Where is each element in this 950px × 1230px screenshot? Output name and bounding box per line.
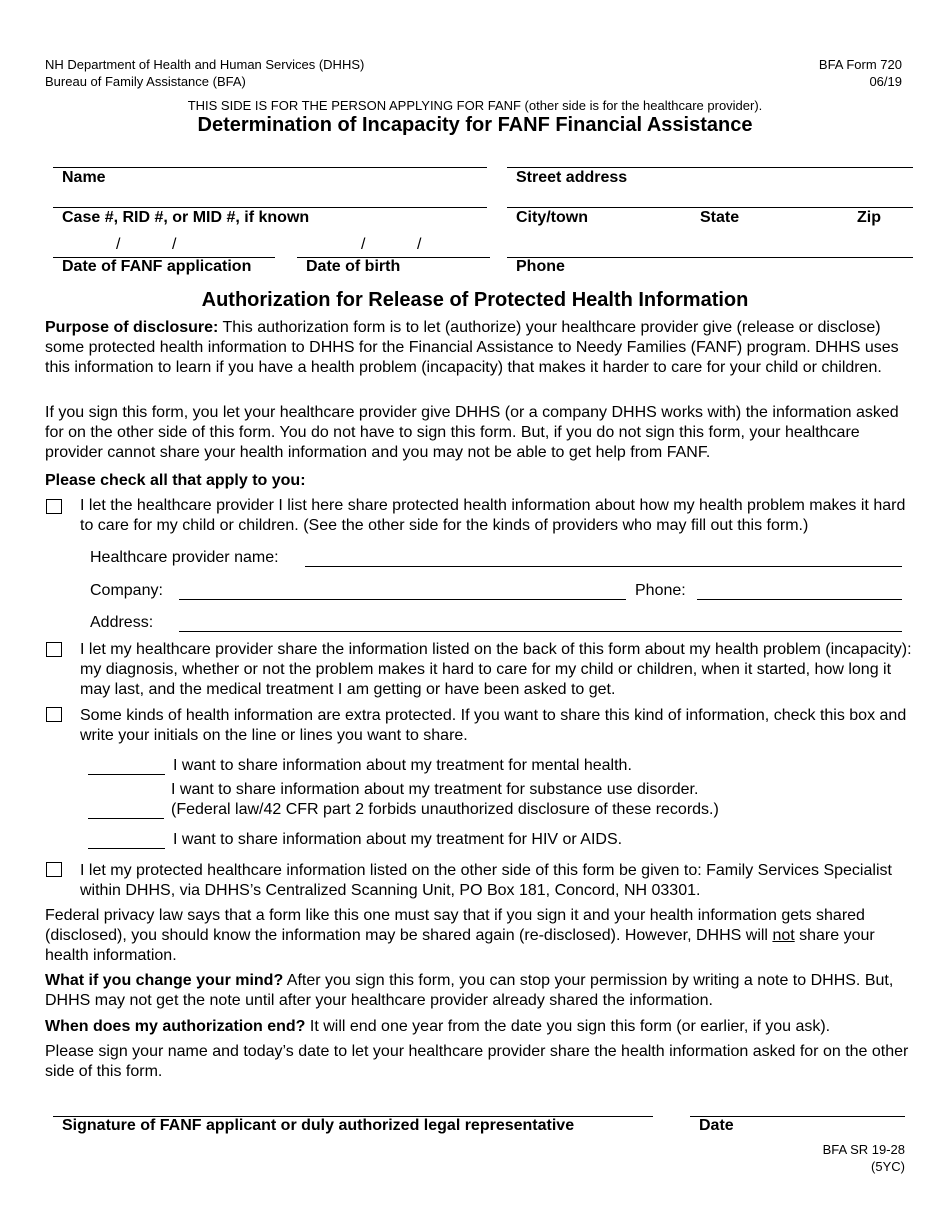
authorization-end-text: It will end one year from the date you sign this form (or earlier, if you ask). xyxy=(305,1018,831,1035)
sign-request-paragraph: Please sign your name and today’s date to let your healthcare provider share the health information asked for on the other side of this form. xyxy=(45,1043,909,1080)
sign-info-paragraph: If you sign this form, you let your healthcare provider give DHHS (or a company DHHS works with) the information asked for on the other side of this form. You do not have to sign this form. But, if you do not sign this form, your healthcare provider cannot share your health information and you may not be able to get help from FANF. xyxy=(45,404,899,461)
application-date-slash-1: / xyxy=(116,236,121,253)
authorization-end-label: When does my authorization end? xyxy=(45,1018,306,1035)
company-label: Company: xyxy=(90,582,163,599)
birth-date-slash-2: / xyxy=(417,236,422,253)
footer-subcode: (5YC) xyxy=(871,1159,905,1174)
application-date-slash-2: / xyxy=(172,236,177,253)
mental-health-initials-input[interactable] xyxy=(88,774,165,775)
application-date-label: Date of FANF application xyxy=(62,258,252,275)
phone-line[interactable] xyxy=(507,257,913,258)
form-number: BFA Form 720 xyxy=(818,57,902,72)
provider-name-input[interactable] xyxy=(305,566,902,567)
substance-initials-input[interactable] xyxy=(88,818,164,819)
option-3-text: Some kinds of health information are extra protected. If you want to share this kind of information, check this box and write your initials on the line or lines you want to share. xyxy=(80,707,907,744)
authorization-end-paragraph xyxy=(45,1017,915,1037)
page-title: Determination of Incapacity for FANF Financial Assistance xyxy=(197,114,753,136)
change-mind-paragraph xyxy=(45,971,915,1011)
city-town-label: City/town xyxy=(516,209,588,226)
federal-privacy-not: not xyxy=(772,927,795,944)
option-2-checkbox[interactable] xyxy=(46,642,62,657)
bureau-name: Bureau of Family Assistance (BFA) xyxy=(45,74,246,89)
substance-text-line-1: I want to share information about my treatment for substance use disorder. xyxy=(171,781,699,798)
company-input[interactable] xyxy=(179,599,626,600)
purpose-text: This authorization form is to let (authorize) your healthcare provider give (release or disclose) some protected health information to DHHS for the Financial Assistance to Needy Families (FANF) program. DHHS uses this information to learn if you have a health problem (incapacity) that makes it harder to care for your child or children. xyxy=(45,319,899,376)
option-3-checkbox[interactable] xyxy=(46,707,62,722)
provider-phone-label: Phone: xyxy=(635,582,686,599)
name-label: Name xyxy=(62,169,106,186)
substance-text-line-2: (Federal law/42 CFR part 2 forbids unauthorized disclosure of these records.) xyxy=(171,801,719,818)
city-state-zip-line[interactable] xyxy=(507,207,913,208)
state-label: State xyxy=(700,209,740,226)
hiv-initials-input[interactable] xyxy=(88,848,165,849)
check-heading: Please check all that apply to you: xyxy=(45,472,306,489)
birth-date-slash-1: / xyxy=(361,236,366,253)
provider-name-label: Healthcare provider name: xyxy=(90,549,279,566)
federal-privacy-text-b: share your health information. xyxy=(45,927,875,964)
phone-label: Phone xyxy=(516,258,565,275)
address-input[interactable] xyxy=(179,631,902,632)
federal-privacy-text-a: Federal privacy law says that a form like this one must say that if you sign it and your health information gets shared (disclosed), you should know the information may be shared again (re-disclosed). However, DHHS will xyxy=(45,907,865,944)
signature-date-label: Date xyxy=(699,1117,734,1134)
zip-label: Zip xyxy=(857,209,881,226)
address-label: Address: xyxy=(90,614,154,631)
birth-date-label: Date of birth xyxy=(306,258,401,275)
name-line[interactable] xyxy=(53,167,487,168)
street-address-line[interactable] xyxy=(507,167,913,168)
side-note: THIS SIDE IS FOR THE PERSON APPLYING FOR FANF (other side is for the healthcare provider). xyxy=(187,98,763,113)
street-address-label: Street address xyxy=(516,169,628,186)
change-mind-label: What if you change your mind? xyxy=(45,972,284,989)
option-2-text: I let my healthcare provider share the information listed on the back of this form about my health problem (incapacity): my diagnosis, whether or not the problem makes it hard to care for my child or children, when it started, how long it may last, and the medical treatment I am getting or have been asked to get. xyxy=(80,641,912,698)
case-number-label: Case #, RID #, or MID #, if known xyxy=(62,209,310,226)
option-1-checkbox[interactable] xyxy=(46,499,62,514)
change-mind-text: After you sign this form, you can stop your permission by writing a note to DHHS. But, DHHS may not get the note until after your healthcare provider already shared the information. xyxy=(45,972,894,1009)
option-1-text: I let the healthcare provider I list here share protected health information about how my health problem makes it hard to care for my child or children. (See the other side for the kinds of providers who may fill out this form.) xyxy=(80,497,906,534)
provider-phone-input[interactable] xyxy=(697,599,902,600)
signature-label: Signature of FANF applicant or duly authorized legal representative xyxy=(62,1117,575,1134)
option-4-text: I let my protected healthcare information listed on the other side of this form be given to: Family Services Specialist within DHHS, via DHHS’s Centralized Scanning Unit, PO Box 181, Concord, NH 03301. xyxy=(80,862,892,899)
agency-name: NH Department of Health and Human Services (DHHS) xyxy=(45,57,365,72)
purpose-label: Purpose of disclosure: xyxy=(45,319,219,336)
case-number-line[interactable] xyxy=(53,207,487,208)
federal-privacy-paragraph xyxy=(45,906,915,966)
footer-code: BFA SR 19-28 xyxy=(822,1142,905,1157)
form-date: 06/19 xyxy=(869,74,902,89)
authorization-title: Authorization for Release of Protected Health Information xyxy=(201,289,749,311)
purpose-paragraph xyxy=(45,318,915,378)
mental-health-text: I want to share information about my treatment for mental health. xyxy=(173,757,632,774)
hiv-text: I want to share information about my treatment for HIV or AIDS. xyxy=(173,831,623,848)
option-4-checkbox[interactable] xyxy=(46,862,62,877)
